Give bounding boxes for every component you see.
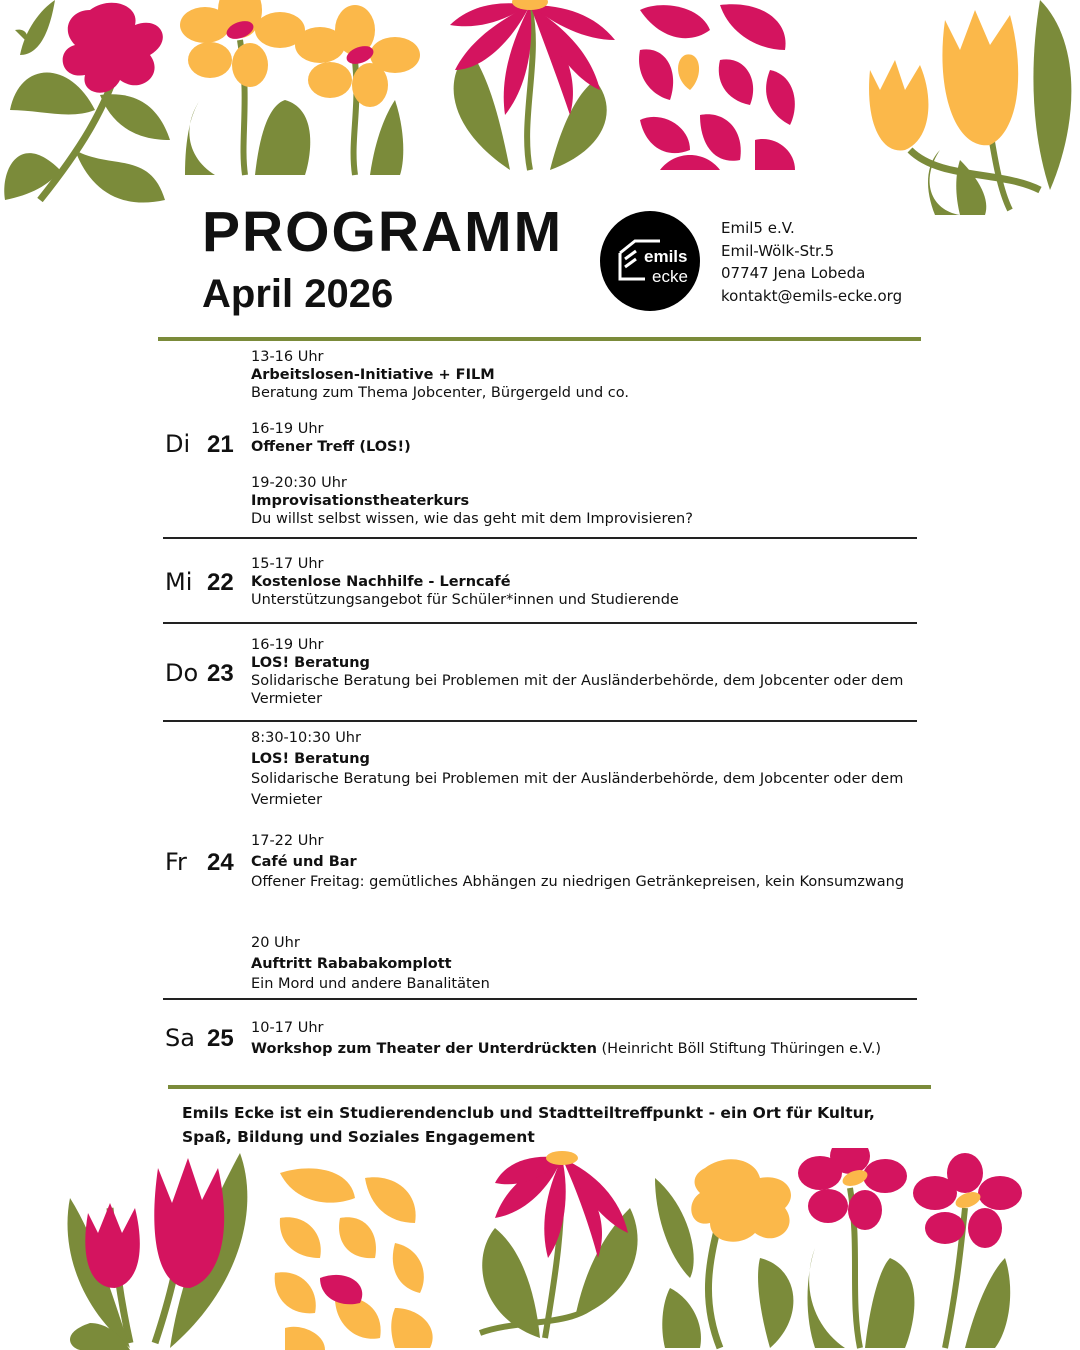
event-entry: [251, 831, 916, 893]
day-name: Di: [165, 430, 191, 458]
day-date: 25: [207, 1025, 234, 1052]
day-label-tuesday: [165, 432, 234, 457]
flower-icon: [798, 1148, 1022, 1348]
day-date: 23: [207, 660, 234, 687]
day-label-wednesday: [165, 570, 234, 595]
event-entry: [251, 555, 916, 609]
day-label-thursday: [165, 661, 234, 686]
event-description: Solidarische Beratung bei Problemen mit der Ausländerbehörde, dem Jobcenter oder dem Vermieter: [251, 673, 904, 707]
tulip-icon: [869, 0, 1071, 215]
top-flower-border: [0, 0, 1080, 220]
logo-text-line2: ecke: [652, 267, 688, 286]
address-city: 07747 Jena Lobeda: [721, 264, 866, 282]
flower-icon: [4, 0, 170, 203]
flower-icon: [639, 4, 795, 170]
event-time: 20 Uhr: [251, 935, 300, 951]
header-divider: [158, 337, 921, 341]
event-time: 8:30-10:30 Uhr: [251, 730, 361, 746]
bottom-flower-border: [0, 1148, 1080, 1350]
event-entry: [251, 420, 916, 456]
event-title: Offener Treff (LOS!): [251, 439, 411, 455]
flower-icon: [450, 0, 615, 170]
event-time: 10-17 Uhr: [251, 1020, 324, 1036]
event-time: 17-22 Uhr: [251, 833, 324, 849]
event-description: Solidarische Beratung bei Problemen mit der Ausländerbehörde, dem Jobcenter oder dem Vermieter: [251, 771, 904, 808]
event-entry: [251, 474, 916, 528]
event-title: Arbeitslosen-Initiative + FILM: [251, 367, 495, 383]
footer-text: Emils Ecke ist ein Studierendenclub und Stadtteiltreffpunkt - ein Ort für Kultur, Spaß, Bildung und Soziales Engagement: [182, 1104, 875, 1146]
event-entry: [251, 933, 916, 995]
event-title: Kostenlose Nachhilfe - Lerncafé: [251, 574, 511, 590]
event-entry: [251, 1018, 916, 1059]
event-entry: [251, 348, 916, 402]
event-description: Du willst selbst wissen, wie das geht mit dem Improvisieren?: [251, 511, 693, 527]
flower-icon: [655, 1159, 793, 1348]
event-title: Café und Bar: [251, 853, 357, 870]
emils-ecke-logo: [600, 211, 700, 311]
address-email[interactable]: kontakt@emils-ecke.org: [721, 286, 903, 305]
event-entry: [251, 728, 916, 810]
event-title: Auftritt Rababakomplott: [251, 955, 452, 972]
event-description: Offener Freitag: gemütliches Abhängen zu niedrigen Getränkepreisen, kein Konsumzwang: [251, 874, 905, 890]
day-name: Fr: [165, 848, 187, 876]
day-date: 24: [207, 849, 234, 876]
event-title: [251, 1039, 916, 1060]
flower-icon: [275, 1168, 433, 1350]
event-title: LOS! Beratung: [251, 655, 370, 671]
event-time: 13-16 Uhr: [251, 349, 324, 365]
contact-address: [721, 217, 902, 307]
logo-text-line1: emils: [644, 247, 688, 266]
event-title-text: Workshop zum Theater der Unterdrückten: [251, 1040, 597, 1057]
day-name: Mi: [165, 568, 193, 596]
day-date: 22: [207, 569, 234, 596]
day-name: Sa: [165, 1024, 195, 1052]
event-entry: [251, 636, 916, 708]
address-street: Emil-Wölk-Str.5: [721, 241, 835, 260]
event-time: 16-19 Uhr: [251, 637, 324, 653]
flower-icon: [480, 1151, 638, 1338]
day-divider: [163, 998, 917, 1000]
event-organizer: (Heinricht Böll Stiftung Thüringen e.V.): [596, 1040, 881, 1057]
day-label-friday: [165, 850, 234, 875]
footer-divider: [168, 1085, 931, 1089]
day-name: Do: [165, 659, 199, 687]
day-divider: [163, 537, 917, 539]
event-title: LOS! Beratung: [251, 750, 370, 767]
event-time: 19-20:30 Uhr: [251, 475, 347, 491]
event-description: Beratung zum Thema Jobcenter, Bürgergeld und co.: [251, 385, 629, 401]
event-description: Unterstützungsangebot für Schüler*innen und Studierende: [251, 592, 679, 608]
day-date: 21: [207, 431, 234, 458]
tulip-icon: [68, 1153, 248, 1350]
day-label-saturday: [165, 1026, 234, 1051]
day-divider: [163, 720, 917, 722]
page-subtitle: April 2026: [202, 272, 394, 316]
event-title: Improvisationstheaterkurs: [251, 493, 470, 509]
event-description: Ein Mord und andere Banalitäten: [251, 976, 490, 992]
event-time: 15-17 Uhr: [251, 556, 324, 572]
page-title: PROGRAMM: [202, 200, 564, 264]
address-org: Emil5 e.V.: [721, 219, 795, 237]
day-divider: [163, 622, 917, 624]
event-time: 16-19 Uhr: [251, 421, 324, 437]
flower-icon: [180, 0, 420, 175]
